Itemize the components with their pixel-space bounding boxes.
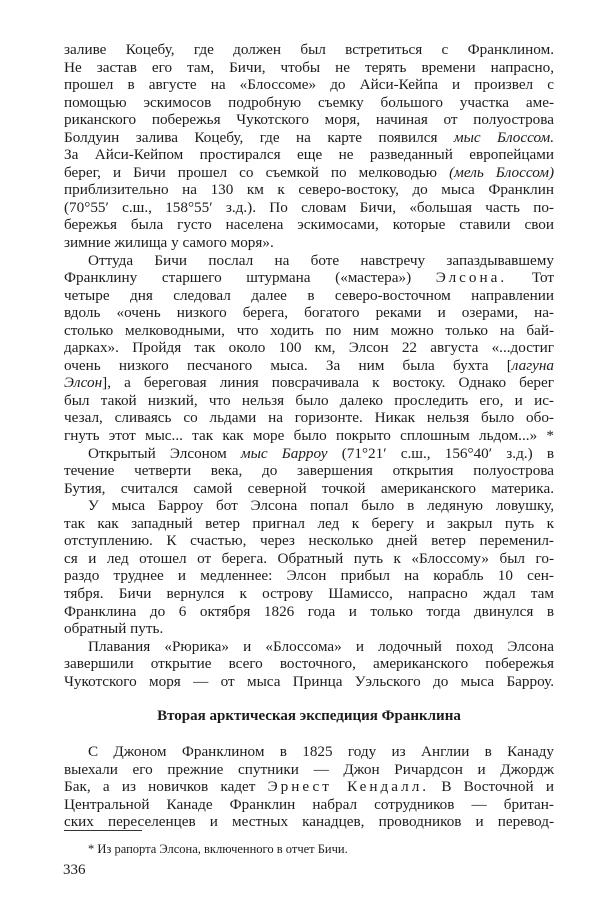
text-segment: бережья была густо населена эскимосами, которые ставили свои	[64, 216, 554, 234]
text-line	[64, 813, 554, 831]
section-heading: Вторая арктическая экспедиция Франклина	[157, 708, 461, 724]
text-line	[64, 655, 554, 673]
text-segment: отступлению. К счастью, через несколько дней ветер переменил-	[64, 532, 554, 550]
text-line	[64, 480, 554, 498]
text-segment: так как западный ветер пригнал лед к берегу и закрыл путь к	[64, 514, 554, 532]
text-segment: гнуть этот мыс... так как море было покрыто сплошным льдом...» *	[64, 427, 554, 445]
text-line	[64, 445, 554, 463]
body-text	[64, 41, 554, 690]
text-line	[64, 129, 554, 147]
text-line	[64, 234, 554, 252]
text-line	[64, 181, 554, 199]
text-line	[64, 462, 554, 480]
italic-text-segment: лагуна	[511, 356, 554, 374]
text-line	[64, 497, 554, 515]
text-segment: Оттуда Бичи послал на боте навстречу запаздывавшему	[88, 251, 554, 269]
text-segment: столько мелководными, что ходить по ним можно только на бай-	[64, 321, 554, 339]
text-segment: Тот	[507, 269, 554, 287]
text-segment: приблизительно на 130 км к северо-востоку, до мыса Франклин	[64, 181, 554, 199]
italic-text-segment: Элсон	[64, 374, 103, 392]
italic-text-segment: (мель Блоссом)	[449, 163, 555, 181]
text-line	[64, 409, 554, 427]
text-line	[64, 111, 554, 129]
text-segment: очень низкого песчаного мыса. За ним была бухта [	[64, 356, 512, 374]
text-segment: берег, и Бичи прошел со съемкой по мелководью	[64, 163, 450, 181]
text-segment: тября. Бичи вернулся к острову Шамиссо, напрасно ждал там	[64, 584, 554, 602]
text-segment: С Джоном Франклином в 1825 году из Англии в Канаду	[88, 743, 554, 760]
text-line	[64, 199, 554, 217]
text-segment: зимние жилища у самого моря».	[64, 234, 274, 252]
text-segment: течение четверти века, до завершения открытия полуострова	[64, 462, 554, 480]
text-line	[64, 778, 554, 796]
text-segment: чезал, сливаясь со льдами на горизонте. Никак нельзя было обо-	[64, 409, 554, 427]
text-line	[64, 743, 554, 761]
text-segment: В Восточной и	[429, 778, 555, 796]
text-line	[64, 146, 554, 164]
text-line	[64, 339, 554, 357]
text-segment: У мыса Барроу бот Элсона попал было в ледяную ловушку,	[88, 497, 554, 515]
text-segment: риканского побережья Чукотского моря, начиная от полуострова	[64, 111, 554, 129]
text-segment: ], а береговая линия повсрачивала к востоку. Однако берег	[102, 374, 554, 392]
text-line	[64, 216, 554, 234]
text-segment: Открытый Элсоном	[88, 444, 241, 462]
text-line	[64, 59, 554, 77]
text-line	[64, 550, 554, 568]
text-line	[64, 603, 554, 621]
text-segment: (70°55′ с.ш., 158°55′ з.д.). По словам Бичи, «большая часть по-	[64, 198, 554, 216]
text-segment: Бак, а из новичков кадет	[64, 778, 268, 796]
spaced-text-segment: Элсона.	[435, 269, 508, 287]
text-line	[64, 638, 554, 656]
text-segment: ских переселенцев и местных канадцев, проводников и перевод-	[64, 813, 554, 831]
text-segment: заливе Коцебу, где должен был встретиться с Франклином.	[64, 41, 554, 58]
text-line	[64, 252, 554, 270]
text-segment: ся и лед отошел от берега. Обратный путь к «Блоссому» был го-	[64, 549, 554, 567]
text-segment: завершили открытие всего восточного, американского побережья	[64, 655, 554, 673]
text-segment: раздо труднее и медленнее: Элсон прибыл на корабль 10 сен-	[64, 567, 554, 585]
text-line	[64, 796, 554, 814]
text-segment: обратный путь.	[64, 620, 164, 638]
text-line	[64, 567, 554, 585]
text-segment: Болдуин залива Коцебу, где на карте появился	[64, 128, 454, 146]
text-segment: Франклину старшего штурмана («мастера»)	[64, 269, 436, 287]
text-segment: Франклина до 6 октября 1826 года и только тогда двинулся в	[64, 602, 554, 620]
text-line	[64, 515, 554, 533]
text-segment: (71°21′ с.ш., 156°40′ з.д.) в	[327, 444, 554, 462]
text-line	[64, 392, 554, 410]
text-segment: За Айси-Кейпом простирался еще не разведанный европейцами	[64, 146, 554, 164]
text-line	[64, 761, 554, 779]
text-line	[64, 322, 554, 340]
text-line	[64, 76, 554, 94]
section-body-text	[64, 743, 554, 831]
text-segment: четыре дня следовал далее в северо-восточном направлении	[64, 286, 554, 304]
footnote: * Из рапорта Элсона, включенного в отчет Бичи.	[88, 842, 348, 856]
page-number: 336	[63, 862, 86, 878]
text-line	[64, 164, 554, 182]
italic-text-segment: мыс Блоссом.	[453, 128, 555, 146]
text-segment: помощью эскимосов подробную съемку большого участка аме-	[64, 93, 554, 111]
spaced-text-segment: Эрнест Кендалл.	[267, 778, 430, 796]
text-segment: Бутия, считался самой северной точкой американского материка.	[64, 479, 554, 497]
text-line	[64, 269, 554, 287]
text-line	[64, 673, 554, 691]
text-segment: вдоль «очень низкого берега, богатого реками и озерами, на-	[64, 304, 554, 322]
text-line	[64, 532, 554, 550]
footnote-divider	[64, 830, 142, 831]
text-line	[64, 41, 554, 59]
text-line	[64, 585, 554, 603]
text-segment: Чукотского моря — от мыса Принца Уэльского до мыса Барроу.	[64, 672, 554, 690]
text-line	[64, 94, 554, 112]
text-segment: Центральной Канаде Франклин набрал сотрудников — британ-	[64, 795, 554, 813]
italic-text-segment: мыс Барроу	[240, 444, 328, 462]
text-segment: был такой низкий, что нельзя было далеко проследить его, и ис-	[64, 391, 554, 409]
text-line	[64, 374, 554, 392]
text-line	[64, 427, 554, 445]
text-line	[64, 304, 554, 322]
text-segment: выехали его прежние спутники — Джон Ричардсон и Джордж	[64, 760, 554, 778]
text-line	[64, 287, 554, 305]
text-segment: прошел в августе на «Блоссоме» до Айси-Кейпа и произвел с	[64, 76, 554, 94]
text-segment: Не застав его там, Бичи, чтобы не терять времени напрасно,	[64, 58, 554, 76]
text-line	[64, 357, 554, 375]
text-segment: Плавания «Рюрика» и «Блоссома» и лодочный поход Элсона	[88, 637, 554, 655]
text-segment: дарках». Пройдя так около 100 км, Элсон 22 августа «...достиг	[64, 339, 554, 357]
text-line	[64, 620, 554, 638]
